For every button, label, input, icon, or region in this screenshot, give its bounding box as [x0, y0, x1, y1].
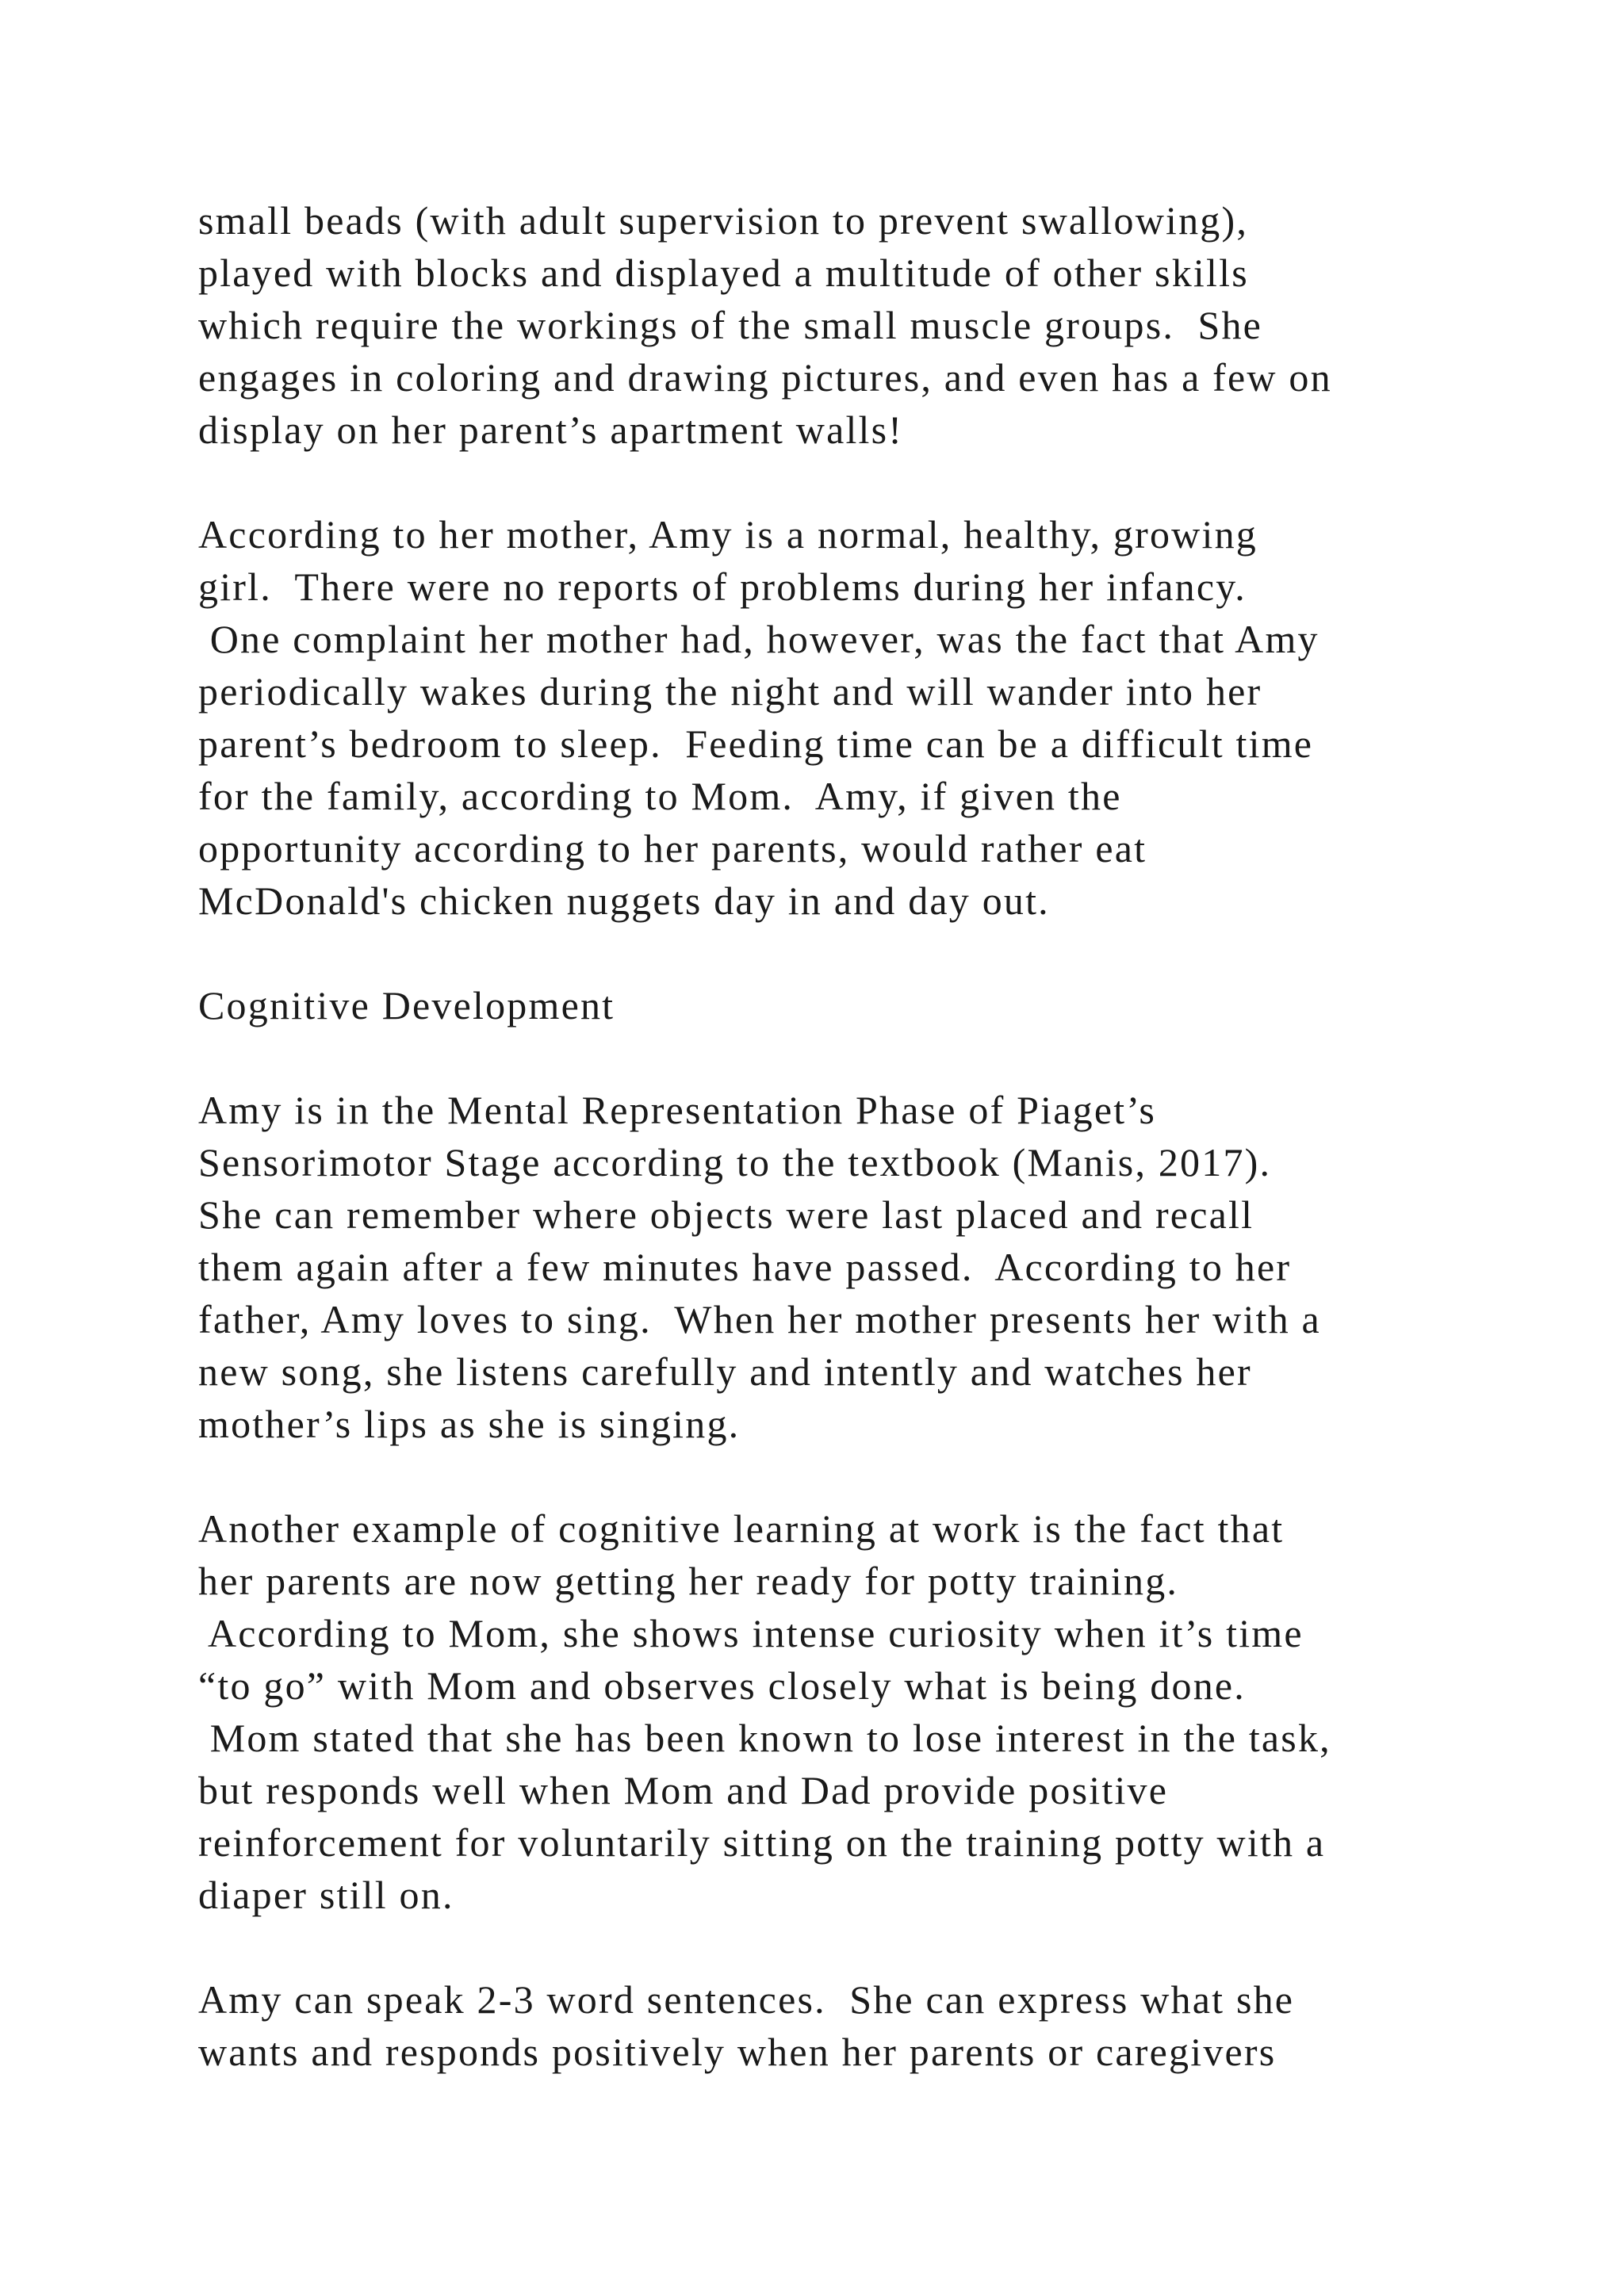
text-line: McDonald's chicken nuggets day in and day out. — [198, 878, 1050, 923]
text-line: new song, she listens carefully and intently and watches her — [198, 1349, 1252, 1394]
text-line: small beads (with adult supervision to prevent swallowing), — [198, 198, 1249, 243]
text-line: them again after a few minutes have passed. According to her — [198, 1245, 1292, 1289]
text-line: Sensorimotor Stage according to the textbook (Manis, 2017). — [198, 1140, 1272, 1184]
text-line: Amy is in the Mental Representation Phase of Piaget’s — [198, 1088, 1157, 1132]
text-line: which require the workings of the small muscle groups. She — [198, 303, 1263, 347]
text-line: diaper still on. — [198, 1873, 454, 1917]
text-line: but responds well when Mom and Dad provide positive — [198, 1768, 1169, 1812]
text-line: According to her mother, Amy is a normal, healthy, growing — [198, 512, 1258, 557]
text-line: girl. There were no reports of problems during her infancy. — [198, 564, 1247, 609]
text-line: parent’s bedroom to sleep. Feeding time can be a difficult time — [198, 721, 1314, 766]
text-line: Mom stated that she has been known to lose interest in the task, — [198, 1716, 1331, 1760]
text-line: wants and responds positively when her parents or caregivers — [198, 2030, 1277, 2074]
text-line: Amy can speak 2-3 word sentences. She can express what she — [198, 1977, 1295, 2022]
text-line: reinforcement for voluntarily sitting on the training potty with a — [198, 1820, 1326, 1865]
text-line: engages in coloring and drawing pictures, and even has a few on — [198, 355, 1332, 400]
text-line: mother’s lips as she is singing. — [198, 1402, 741, 1446]
text-line: display on her parent’s apartment walls! — [198, 408, 904, 452]
text-line: her parents are now getting her ready for potty training. — [198, 1559, 1179, 1603]
text-line: Another example of cognitive learning at work is the fact that — [198, 1506, 1285, 1551]
text-line: for the family, according to Mom. Amy, if given the — [198, 774, 1122, 818]
text-line: father, Amy loves to sing. When her mother presents her with a — [198, 1297, 1321, 1341]
text-line: She can remember where objects were last placed and recall — [198, 1192, 1254, 1237]
text-line: opportunity according to her parents, would rather eat — [198, 826, 1147, 871]
text-line: According to Mom, she shows intense curiosity when it’s time — [198, 1611, 1304, 1655]
text-line: played with blocks and displayed a multitude of other skills — [198, 251, 1249, 295]
text-line: “to go” with Mom and observes closely what is being done. — [198, 1663, 1247, 1708]
text-line: One complaint her mother had, however, was the fact that Amy — [198, 617, 1320, 661]
text-line: periodically wakes during the night and will wander into her — [198, 669, 1262, 714]
section-heading: Cognitive Development — [198, 983, 615, 1027]
